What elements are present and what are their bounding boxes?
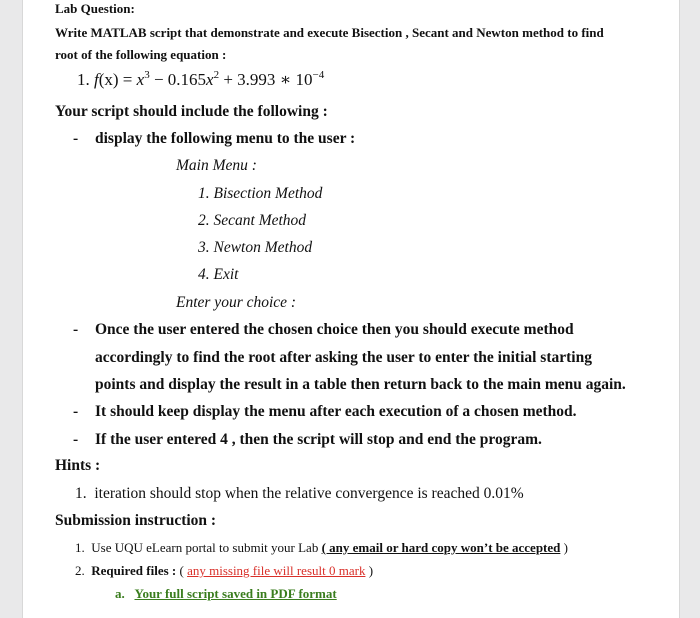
bullet-1-text: display the following menu to the user : <box>95 130 356 147</box>
hint-1 <box>75 485 524 503</box>
sub2-close: ) <box>365 563 374 578</box>
requirements-heading: Your script should include the following : <box>55 103 328 120</box>
sub2a-text: Your full script saved in PDF format <box>134 586 337 601</box>
submission-item-1 <box>75 540 568 556</box>
sub2-number: 2. <box>75 563 85 578</box>
equation-exp2: 2 <box>213 69 220 81</box>
hint-1-number: 1. <box>75 485 87 502</box>
equation <box>77 70 324 90</box>
bullet-2 <box>73 321 574 339</box>
equation-var: x <box>136 70 145 89</box>
bullet-3-text: It should keep display the menu after each execution of a chosen method. <box>95 403 577 420</box>
bullet-3 <box>73 403 577 421</box>
sub1-text: Use UQU eLearn portal to submit your Lab <box>91 540 322 555</box>
sub2a-letter: a. <box>115 586 125 601</box>
sub2-label: Required files : <box>91 563 180 578</box>
bullet-dash: - <box>73 321 79 338</box>
intro-line-2: root of the following equation : <box>55 47 227 62</box>
bullet-2-line-3: points and display the result in a table then return back to the main menu again. <box>95 376 626 393</box>
menu-item: 2. Secant Method <box>198 212 307 229</box>
equation-exp-neg4: −4 <box>312 69 325 81</box>
equation-exp3: 3 <box>144 69 150 81</box>
equation-number: 1. <box>77 70 90 89</box>
sub2-warning: any missing file will result 0 mark <box>187 563 366 578</box>
bullet-dash: - <box>73 431 79 448</box>
sub1-warning: ( any email or hard copy won’t be accepted <box>321 540 561 555</box>
sub2-open: ( <box>179 563 188 578</box>
submission-heading: Submission instruction : <box>55 512 217 529</box>
equation-plus-term: + 3.993 ∗ 10 <box>219 70 313 89</box>
hint-1-text: iteration should stop when the relative convergence is reached 0.01% <box>94 485 524 502</box>
menu-item: 1. Bisection Method <box>198 185 323 202</box>
bullet-2-line-1: Once the user entered the chosen choice then you should execute method <box>95 321 574 338</box>
intro-line-1: Write MATLAB script that demonstrate and execute Bisection , Secant and Newton method to find <box>55 25 604 40</box>
bullet-dash: - <box>73 130 79 147</box>
lab-title: Lab Question: <box>55 1 135 16</box>
menu-prompt: Enter your choice : <box>176 294 297 311</box>
equation-var2: x <box>206 70 214 89</box>
equation-minus-term: − 0.165 <box>149 70 207 89</box>
bullet-1 <box>73 130 355 148</box>
menu-item: 4. Exit <box>198 266 239 283</box>
bullet-2-line-2: accordingly to find the root after asking the user to enter the initial starting <box>95 349 592 366</box>
submission-item-2 <box>75 563 373 579</box>
sub1-close: ) <box>560 540 568 555</box>
bullet-dash: - <box>73 403 79 420</box>
document-page <box>22 0 680 618</box>
equation-arg: (x) = <box>98 70 137 89</box>
menu-item: 3. Newton Method <box>198 239 313 256</box>
bullet-4 <box>73 431 542 449</box>
bullet-4-text: If the user entered 4 , then the script will stop and end the program. <box>95 431 542 448</box>
menu-title: Main Menu : <box>176 157 257 174</box>
equation-func: f <box>94 70 99 89</box>
sub1-number: 1. <box>75 540 85 555</box>
submission-item-2a <box>115 586 337 602</box>
hints-heading: Hints : <box>55 457 101 474</box>
